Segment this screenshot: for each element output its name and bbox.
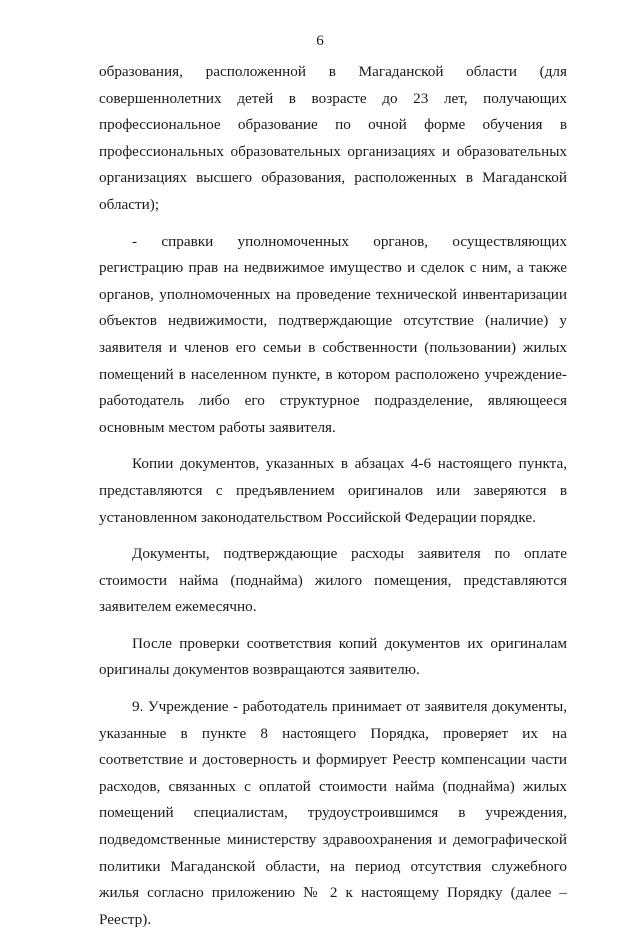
paragraph-certificates: - справки уполномоченных органов, осуществляющих регистрацию прав на недвижимое имущество и сделок с ним, а также органов, уполномоченных на проведение технической инвентаризации объектов недвижимости, подтверждающие отсутствие (наличие) у заявителя и членов его семьи в собственности (пользовании) жилых помещений в населенном пункте, в котором расположено учреждение-работодатель либо его структурное подразделение, являющееся основным местом работы заявителя. bbox=[99, 232, 567, 436]
document-body bbox=[99, 59, 567, 933]
paragraph-item-9: 9. Учреждение - работодатель принимает от заявителя документы, указанные в пункте 8 настоящего Порядка, проверяет их на соответствие и достоверность и формирует Реестр компенсации части расходов, связанных с оплатой стоимости найма (поднайма) жилых помещений специалистам, трудоустроившимся в учреждения, подведомственные министерству здравоохранения и демографической политики Магаданской области, на период отсутствия служебного жилья согласно приложению № 2 к настоящему Порядку (далее – Реестр). bbox=[99, 698, 567, 928]
paragraph-expense-documents: Документы, подтверждающие расходы заявителя по оплате стоимости найма (поднайма) жилого помещения, представляются заявителем ежемесячно. bbox=[99, 545, 567, 616]
page-number: 6 bbox=[316, 33, 324, 49]
paragraph-copies: Копии документов, указанных в абзацах 4-6 настоящего пункта, представляются с предъявлением оригиналов или заверяются в установленном законодательством Российской Федерации порядке. bbox=[99, 455, 567, 526]
paragraph-originals-return: После проверки соответствия копий документов их оригиналам оригиналы документов возвращаются заявителю. bbox=[99, 634, 567, 679]
paragraph-continuation: образования, расположенной в Магаданской области (для совершеннолетних детей в возрасте до 23 лет, получающих профессиональное образование по очной форме обучения в профессиональных образовательных организациях и образовательных организациях высшего образования, расположенных в Магаданской области); bbox=[99, 63, 567, 213]
